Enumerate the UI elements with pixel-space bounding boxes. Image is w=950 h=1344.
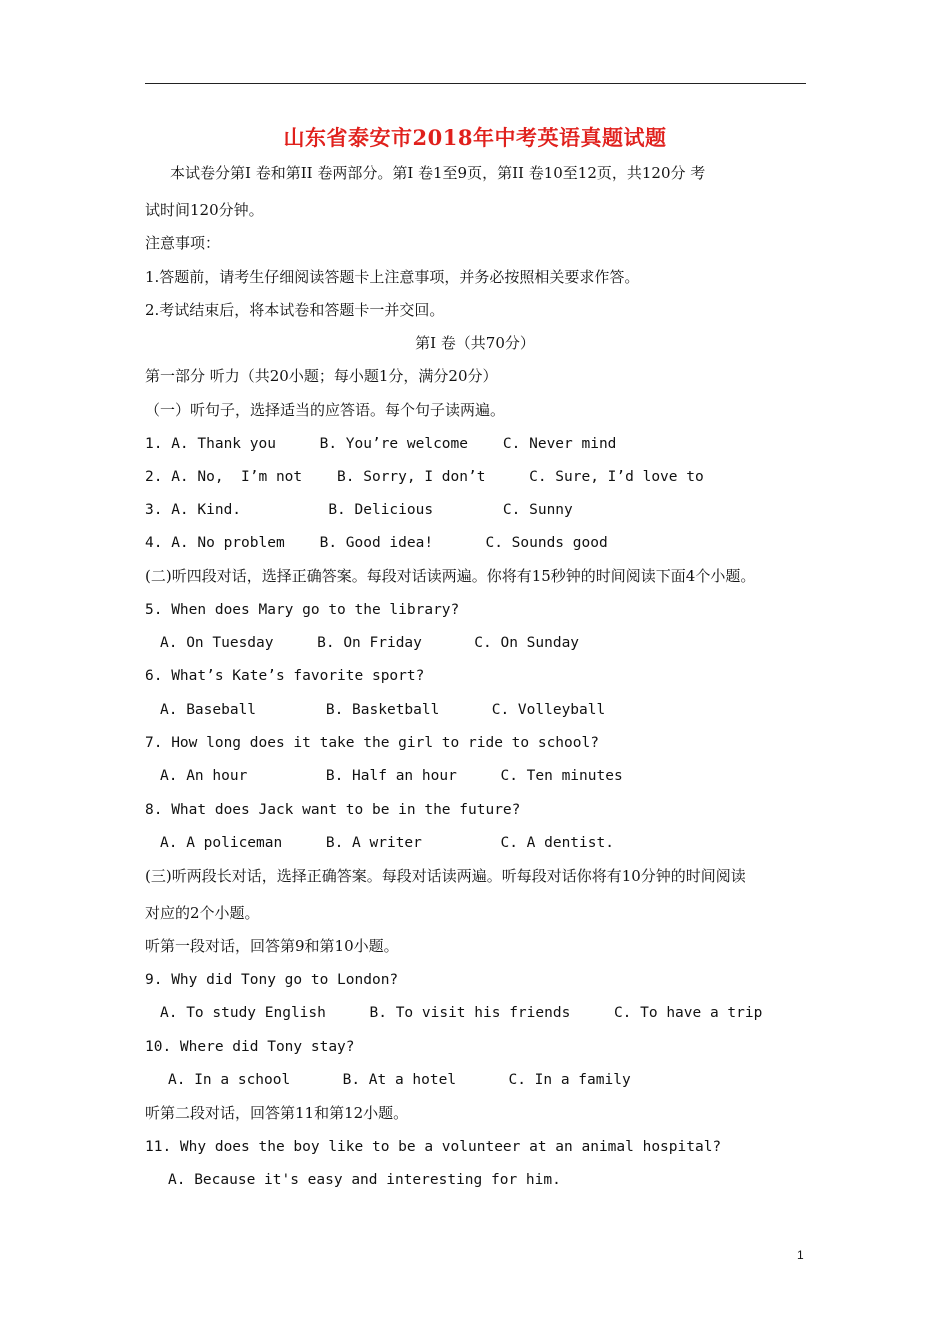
question-9: 9. Why did Tony go to London? bbox=[145, 972, 399, 988]
question-3: 3. A. Kind. B. Delicious C. Sunny bbox=[145, 502, 573, 518]
notice-item-1: 1.答题前，请考生仔细阅读答题卡上注意事项，并务必按照相关要求作答。 bbox=[145, 268, 640, 286]
header-rule bbox=[145, 83, 806, 84]
page-number: 1 bbox=[797, 1248, 804, 1262]
section3-heading-line-2: 对应的2个小题。 bbox=[145, 904, 260, 922]
question-2: 2. A. No, I’m not B. Sorry, I don’t C. Sure, I’d love to bbox=[145, 469, 704, 485]
section3-heading-line-1: (三)听两段长对话，选择正确答案。每段对话读两遍。听每段对话你将有10分钟的时间阅读 bbox=[145, 867, 746, 885]
dialog1-heading: 听第一段对话，回答第9和第10小题。 bbox=[145, 937, 399, 955]
notice-item-2: 2.考试结束后，将本试卷和答题卡一并交回。 bbox=[145, 301, 445, 319]
question-11-option-a: A. Because it's easy and interesting for him. bbox=[168, 1172, 561, 1188]
question-6-options: A. Baseball B. Basketball C. Volleyball bbox=[160, 702, 606, 718]
question-10: 10. Where did Tony stay? bbox=[145, 1039, 355, 1055]
question-5: 5. When does Mary go to the library? bbox=[145, 602, 460, 618]
question-8: 8. What does Jack want to be in the future? bbox=[145, 802, 521, 818]
question-1: 1. A. Thank you B. You’re welcome C. Never mind bbox=[145, 436, 617, 452]
intro-line-2: 试时间120分钟。 bbox=[145, 201, 264, 219]
question-8-options: A. A policeman B. A writer C. A dentist. bbox=[160, 835, 614, 851]
question-6: 6. What’s Kate’s favorite sport? bbox=[145, 668, 425, 684]
question-11: 11. Why does the boy like to be a volunteer at an animal hospital? bbox=[145, 1139, 722, 1155]
question-7: 7. How long does it take the girl to ride to school? bbox=[145, 735, 599, 751]
intro-line-1: 本试卷分第Ⅰ 卷和第II 卷两部分。第Ⅰ 卷1至9页，第II 卷10至12页，共120分 考 bbox=[170, 164, 706, 182]
section2-heading: (二)听四段对话，选择正确答案。每段对话读两遍。你将有15秒钟的时间阅读下面4个小题。 bbox=[145, 567, 756, 585]
notice-heading: 注意事项： bbox=[145, 234, 221, 252]
dialog2-heading: 听第二段对话，回答第11和第12小题。 bbox=[145, 1104, 409, 1122]
part1-heading: 第一部分 听力（共20小题；每小题1分，满分20分） bbox=[145, 367, 498, 385]
question-10-options: A. In a school B. At a hotel C. In a family bbox=[168, 1072, 631, 1088]
question-4: 4. A. No problem B. Good idea! C. Sounds good bbox=[145, 535, 608, 551]
volume1-heading: 第Ⅰ 卷（共70分） bbox=[415, 334, 535, 352]
section1-heading: （一）听句子，选择适当的应答语。每个句子读两遍。 bbox=[145, 401, 506, 419]
question-9-options: A. To study English B. To visit his friends C. To have a trip bbox=[160, 1005, 763, 1021]
question-7-options: A. An hour B. Half an hour C. Ten minutes bbox=[160, 768, 623, 784]
document-title: 山东省泰安市2018年中考英语真题试题 bbox=[283, 125, 667, 150]
question-5-options: A. On Tuesday B. On Friday C. On Sunday bbox=[160, 635, 580, 651]
